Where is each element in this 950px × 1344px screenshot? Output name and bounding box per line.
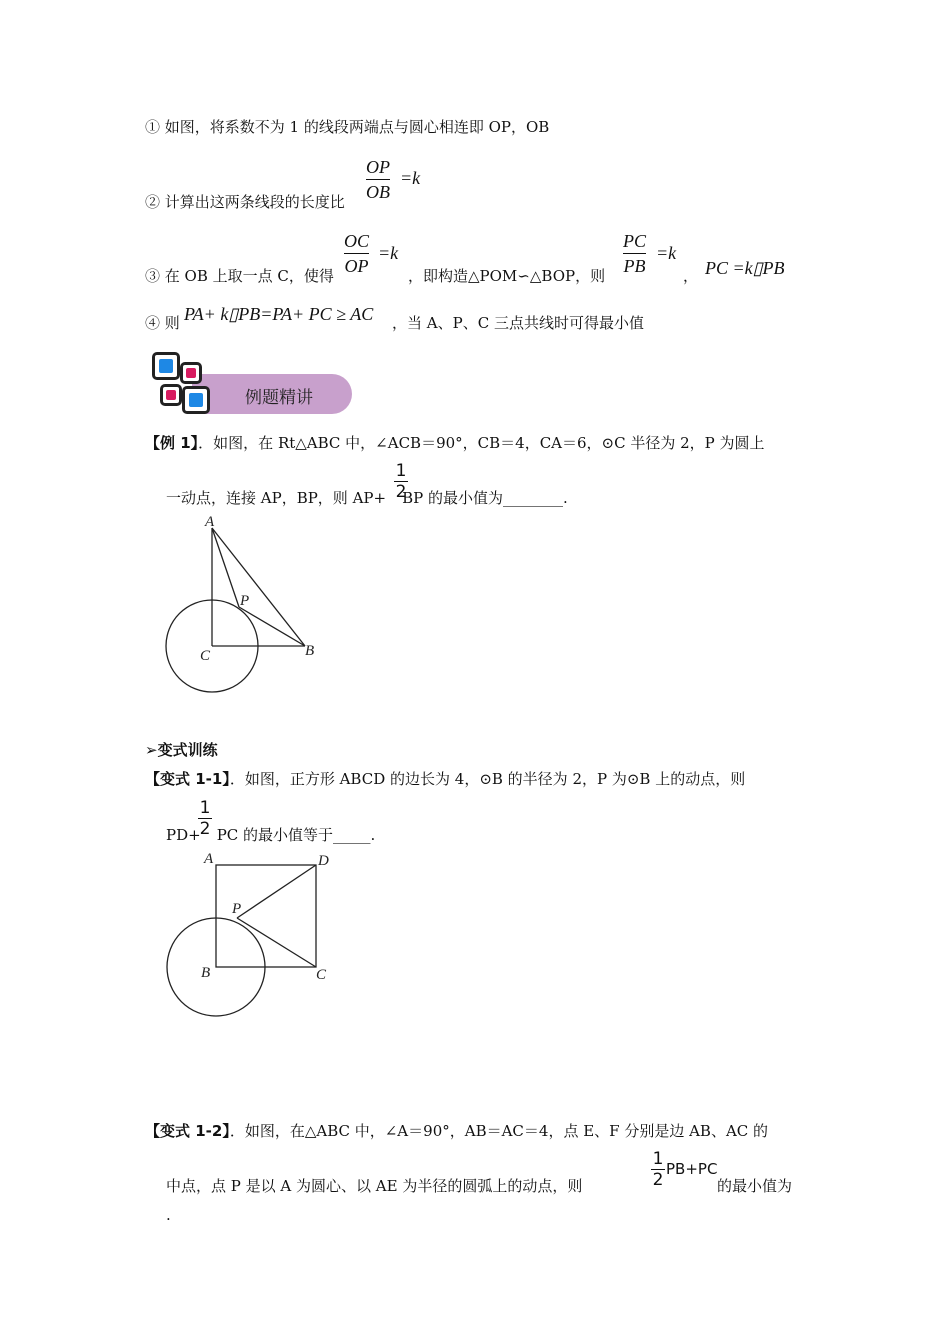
section-title: ➢变式训练 <box>145 741 218 759</box>
step-4-text: ④ 则 <box>145 314 180 332</box>
label-p: P <box>232 901 242 917</box>
segment-ab <box>212 528 305 646</box>
label-b: B <box>201 965 211 981</box>
variant-1-text-pre: PD+ <box>166 826 201 844</box>
example-1-text-post: BP 的最小值为________. <box>402 489 568 507</box>
blue-square-icon <box>182 386 210 414</box>
segment-pd <box>237 865 316 918</box>
banner-label: 例题精讲 <box>245 388 313 408</box>
fraction-denominator: OP <box>344 256 369 276</box>
fraction-numerator: 1 <box>652 1149 664 1169</box>
variant-2-line-1 <box>145 1120 768 1141</box>
variant-1-figure <box>150 845 350 1025</box>
fraction-denominator: 2 <box>199 819 211 839</box>
variant-2-tag: 【变式 1-2】 <box>145 1122 230 1140</box>
fraction-numerator: 1 <box>395 461 407 481</box>
step-3-fraction-1 <box>344 230 369 277</box>
variant-1-text-post: PC 的最小值等于_____. <box>216 826 376 844</box>
label-c: C <box>200 648 211 664</box>
example-1-fraction <box>394 462 408 501</box>
example-1-line-2 <box>166 487 568 508</box>
fraction-numerator: OC <box>344 231 370 251</box>
step-3-comma: ， <box>683 267 699 285</box>
blue-square-icon <box>152 352 180 380</box>
example-1-figure <box>150 510 330 700</box>
example-banner <box>150 352 360 418</box>
segment-pc <box>237 918 316 967</box>
fraction-denominator: OB <box>366 182 390 202</box>
variant-2-line-3: . <box>166 1206 171 1224</box>
pink-square-icon <box>160 384 182 406</box>
step-4-tail: ，当 A、P、C 三点共线时可得最小值 <box>392 314 644 332</box>
step-2-fraction <box>366 156 390 203</box>
example-1-text: ．如图，在 Rt△ABC 中，∠ACB＝90°，CB＝4，CA＝6，⊙C 半径为 2，P 为圆上 <box>198 434 765 452</box>
step-3-middle: ，即构造△POM∽△BOP，则 <box>408 267 606 285</box>
label-a: A <box>204 851 214 867</box>
variant-1-fraction <box>198 799 212 838</box>
step-2-text: ② 计算出这两条线段的长度比 <box>145 193 345 211</box>
variant-1-tag: 【变式 1-1】 <box>145 770 230 788</box>
square-abcd <box>216 865 316 967</box>
step-1: ① 如图，将系数不为 1 的线段两端点与圆心相连即 OP，OB <box>145 118 550 136</box>
variant-2-line-2-pre: 中点，点 P 是以 A 为圆心、以 AE 为半径的圆弧上的动点，则 <box>166 1177 583 1195</box>
step-2-equals: =k <box>400 168 421 188</box>
variant-2-fraction <box>651 1150 665 1189</box>
variant-2-text: ．如图，在△ABC 中，∠A＝90°，AB＝AC＝4，点 E、F 分别是边 AB、AC 的 <box>229 1122 769 1140</box>
fraction-numerator: 1 <box>199 798 211 818</box>
example-1-text-pre: 一动点，连接 AP，BP，则 AP+ <box>166 489 387 507</box>
step-3-text: ③ 在 OB 上取一点 C，使得 <box>145 267 334 285</box>
label-d: D <box>318 853 329 869</box>
segment-pb <box>239 607 305 646</box>
variant-1-line-1 <box>145 768 745 789</box>
variant-2-line-2-post: 的最小值为 <box>717 1177 793 1195</box>
label-a: A <box>205 514 215 530</box>
fraction-denominator: 2 <box>395 482 407 502</box>
fraction-denominator: 2 <box>652 1170 664 1190</box>
step-3-equals-1: =k <box>378 243 399 263</box>
example-1-tag: 【例 1】 <box>145 434 199 452</box>
segment-ap <box>212 528 239 607</box>
step-3-formula: PC =k▯PB <box>705 258 785 278</box>
step-3-equals-2: =k <box>656 243 677 263</box>
label-c: C <box>316 967 327 983</box>
fraction-denominator: PB <box>623 256 646 276</box>
label-b: B <box>305 643 315 659</box>
label-p: P <box>240 593 250 609</box>
pink-square-icon <box>180 362 202 384</box>
fraction-numerator: OP <box>366 157 390 177</box>
variant-1-text: ．如图，正方形 ABCD 的边长为 4，⊙B 的半径为 2，P 为⊙B 上的动点，则 <box>229 770 746 788</box>
example-1-line-1 <box>145 432 765 453</box>
fraction-numerator: PC <box>623 231 647 251</box>
step-3-fraction-2 <box>623 230 646 277</box>
step-4-formula: PA+ k▯PB=PA+ PC ≥ AC <box>184 304 374 324</box>
variant-2-fraction-tail: PB+PC <box>666 1160 718 1178</box>
